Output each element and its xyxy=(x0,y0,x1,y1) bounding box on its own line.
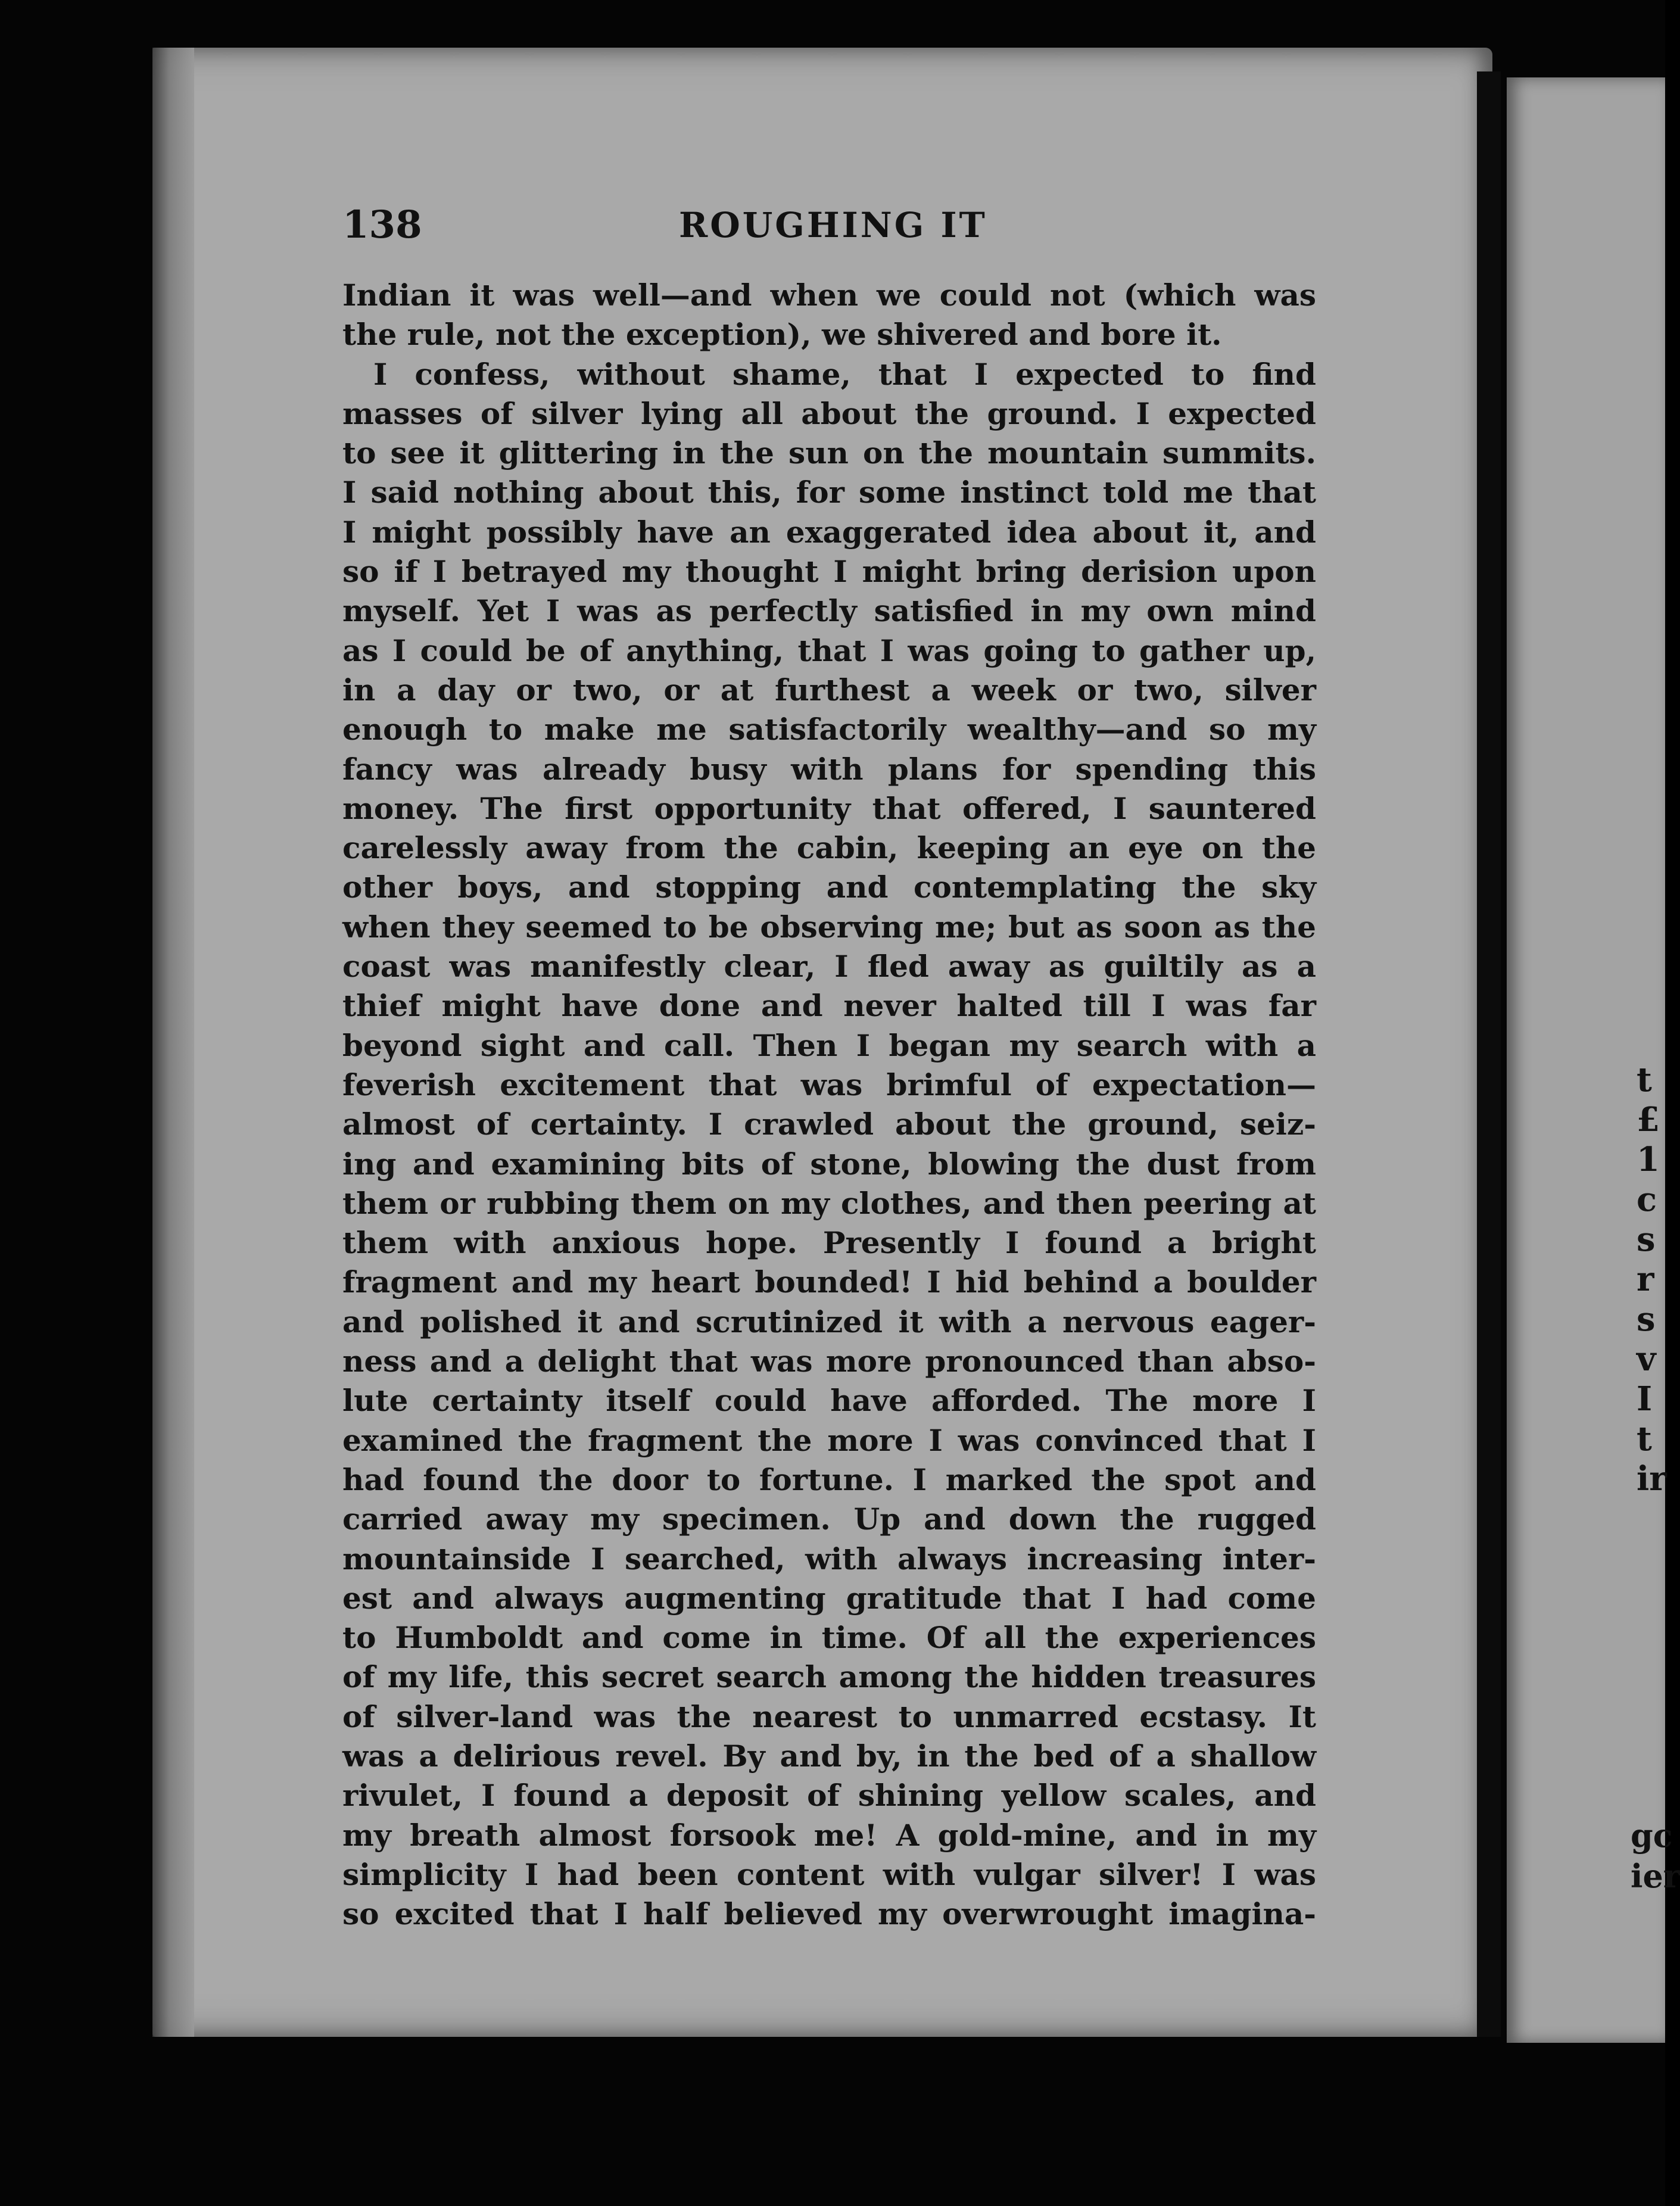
text-line: fancy was already busy with plans for spending this xyxy=(342,751,1316,787)
text-line: them with anxious hope. Presently I found a bright xyxy=(342,1225,1316,1261)
text-line: the rule, not the exception), we shivered and bore it. xyxy=(342,317,1222,353)
text-line: masses of silver lying all about the ground. I expected xyxy=(342,395,1316,431)
text-line: money. The first opportunity that offered, I sauntered xyxy=(342,790,1316,826)
text-line: to see it glittering in the sun on the mountain summits. xyxy=(342,435,1316,471)
text-line: carelessly away from the cabin, keeping an eye on the xyxy=(342,830,1316,866)
text-line: carried away my specimen. Up and down the rugged xyxy=(342,1501,1316,1537)
text-line: as I could be of anything, that I was going to gather up, xyxy=(342,632,1316,668)
book-gutter xyxy=(1477,71,1501,2037)
text-line: so if I betrayed my thought I might bring derision upon xyxy=(342,554,1316,590)
page-edge-shadow xyxy=(152,48,194,2037)
text-line: had found the door to fortune. I marked the spot and xyxy=(342,1462,1316,1497)
text-line: fragment and my heart bounded! I hid behind a boulder xyxy=(342,1264,1316,1300)
page-number: 138 xyxy=(342,202,422,247)
text-line: Indian it was well—and when we could not (which was xyxy=(342,278,1316,313)
text-line: examined the fragment the more I was convinced that I xyxy=(342,1422,1316,1458)
text-line: lute certainty itself could have afforded. The more I xyxy=(342,1383,1316,1419)
text-line: my breath almost forsook me! A gold-mine, and in my xyxy=(342,1817,1316,1853)
text-line: mountainside I searched, with always increasing inter- xyxy=(342,1541,1316,1576)
running-title: ROUGHING IT xyxy=(679,205,987,245)
text-line: rivulet, I found a deposit of shining yellow scales, and xyxy=(342,1778,1316,1814)
text-line: other boys, and stopping and contemplating the sky xyxy=(342,870,1316,905)
text-line: thief might have done and never halted till I was far xyxy=(342,988,1316,1024)
text-line: coast was manifestly clear, I fled away as guiltily as a xyxy=(342,949,1316,984)
text-line: feverish excitement that was brimful of expectation— xyxy=(342,1067,1316,1102)
text-line: so excited that I half believed my overwrought imagina- xyxy=(342,1896,1316,1932)
running-head xyxy=(342,202,1325,256)
text-line: enough to make me satisfactorily wealthy—and so my xyxy=(342,712,1316,747)
facing-page-text-fragments-lower: gc ier xyxy=(1631,1816,1680,1895)
paragraph-first-line: I confess, without shame, that I expected to find xyxy=(373,356,1316,392)
text-line: in a day or two, or at furthest a week or two, silver xyxy=(342,672,1316,708)
text-line: I said nothing about this, for some instinct told me that xyxy=(342,475,1316,510)
text-line: beyond sight and call. Then I began my search with a xyxy=(342,1027,1316,1063)
text-line: and polished it and scrutinized it with a nervous eager- xyxy=(342,1304,1316,1339)
text-line: ness and a delight that was more pronounced than abso- xyxy=(342,1344,1316,1379)
facing-page-text-fragments: t £ 1 c s r s v I t ir xyxy=(1637,1060,1667,1498)
text-line: simplicity I had been content with vulgar silver! I was xyxy=(342,1856,1316,1892)
text-line: was a delirious revel. By and by, in the bed of a shallow xyxy=(342,1738,1316,1774)
text-line: them or rubbing them on my clothes, and then peering at xyxy=(342,1185,1316,1221)
body-text xyxy=(342,276,1316,1934)
text-line: when they seemed to be observing me; but as soon as the xyxy=(342,909,1316,945)
text-line: of my life, this secret search among the hidden treasures xyxy=(342,1659,1316,1695)
text-line: almost of certainty. I crawled about the ground, seiz- xyxy=(342,1107,1316,1142)
text-line: I might possibly have an exaggerated idea about it, and xyxy=(342,514,1316,550)
text-line: to Humboldt and come in time. Of all the experiences xyxy=(342,1620,1316,1656)
text-line: est and always augmenting gratitude that I had come xyxy=(342,1580,1316,1616)
text-line: ing and examining bits of stone, blowing the dust from xyxy=(342,1146,1316,1182)
text-line: of silver-land was the nearest to unmarred ecstasy. It xyxy=(342,1699,1316,1734)
text-line: myself. Yet I was as perfectly satisfied in my own mind xyxy=(342,593,1316,629)
